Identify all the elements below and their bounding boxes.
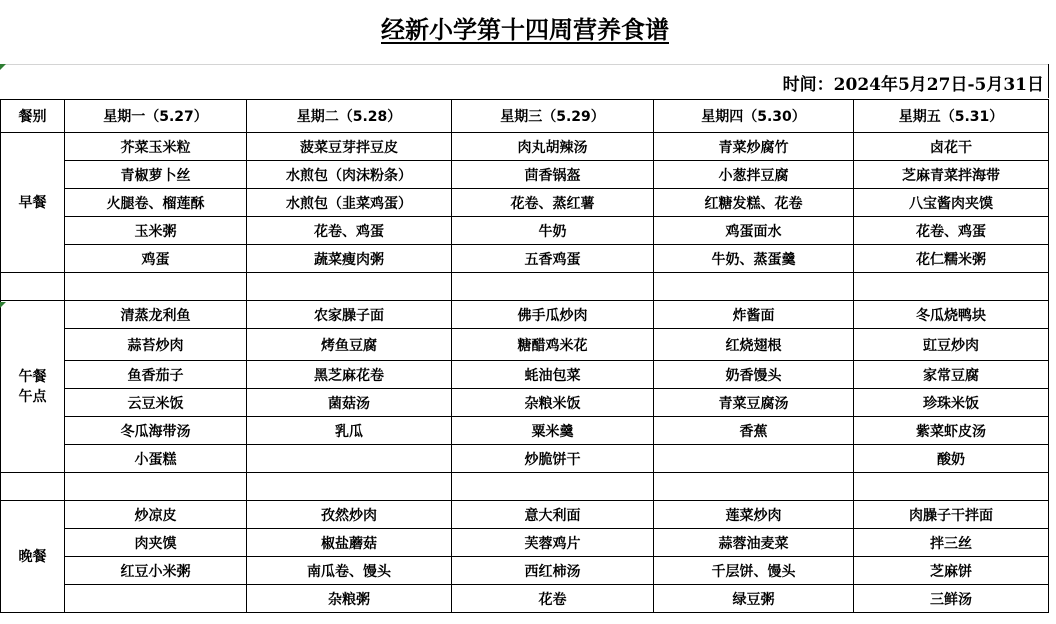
dish-cell: 奶香馒头	[654, 361, 854, 389]
date-range: 时间：2024年5月27日-5月31日	[782, 75, 1044, 95]
dish-cell: 拌三丝	[854, 529, 1049, 557]
dish-cell: 五香鸡蛋	[452, 245, 654, 273]
table-row	[1, 301, 1049, 329]
dish-cell: 孜然炒肉	[247, 501, 452, 529]
table-row	[1, 161, 1049, 189]
table-row	[1, 189, 1049, 217]
dish-cell: 糖醋鸡米花	[452, 329, 654, 361]
dish-cell: 花卷	[452, 585, 654, 613]
dish-cell: 芥菜玉米粒	[65, 133, 247, 161]
header-day: 星期四（5.30）	[654, 100, 854, 133]
dish-cell	[247, 445, 452, 473]
dish-cell: 鸡蛋面水	[654, 217, 854, 245]
dish-cell: 农家臊子面	[247, 301, 452, 329]
dish-cell: 香蕉	[654, 417, 854, 445]
meal-label: 早餐	[1, 133, 65, 273]
dish-cell: 蔬菜瘦肉粥	[247, 245, 452, 273]
dish-cell: 小葱拌豆腐	[654, 161, 854, 189]
spacer-row	[1, 473, 1049, 501]
dish-cell: 火腿卷、榴莲酥	[65, 189, 247, 217]
dish-cell: 蚝油包菜	[452, 361, 654, 389]
empty-cell	[654, 473, 854, 501]
table-row	[1, 501, 1049, 529]
dish-cell: 蒜苔炒肉	[65, 329, 247, 361]
dish-cell: 粟米羹	[452, 417, 654, 445]
cell-marker-icon	[0, 302, 6, 308]
dish-cell: 黑芝麻花卷	[247, 361, 452, 389]
dish-cell: 云豆米饭	[65, 389, 247, 417]
empty-cell	[452, 473, 654, 501]
header-day: 星期三（5.29）	[452, 100, 654, 133]
empty-cell	[65, 273, 247, 301]
table-row	[1, 529, 1049, 557]
dish-cell: 青菜炒腐竹	[654, 133, 854, 161]
empty-cell	[654, 273, 854, 301]
dish-cell: 肉丸胡辣汤	[452, 133, 654, 161]
dish-cell: 杂粮米饭	[452, 389, 654, 417]
dish-cell: 炸酱面	[654, 301, 854, 329]
dish-cell: 红豆小米粥	[65, 557, 247, 585]
table-row	[1, 133, 1049, 161]
dish-cell: 玉米粥	[65, 217, 247, 245]
dish-cell: 南瓜卷、馒头	[247, 557, 452, 585]
menu-body	[1, 133, 1049, 613]
dish-cell: 茴香锅盔	[452, 161, 654, 189]
empty-cell	[1, 273, 65, 301]
dish-cell: 红糖发糕、花卷	[654, 189, 854, 217]
table-row	[1, 245, 1049, 273]
table-row	[1, 361, 1049, 389]
cell-border	[1048, 64, 1049, 98]
dish-cell: 牛奶、蒸蛋羹	[654, 245, 854, 273]
dish-cell: 家常豆腐	[854, 361, 1049, 389]
dish-cell: 芝麻饼	[854, 557, 1049, 585]
dish-cell	[65, 585, 247, 613]
empty-cell	[247, 273, 452, 301]
dish-cell: 芙蓉鸡片	[452, 529, 654, 557]
table-row	[1, 557, 1049, 585]
table-row	[1, 417, 1049, 445]
dish-cell: 豇豆炒肉	[854, 329, 1049, 361]
dish-cell: 小蛋糕	[65, 445, 247, 473]
empty-cell	[1, 473, 65, 501]
dish-cell	[654, 445, 854, 473]
dish-cell: 水煎包（肉沫粉条）	[247, 161, 452, 189]
dish-cell: 花仁糯米粥	[854, 245, 1049, 273]
dish-cell: 冬瓜烧鸭块	[854, 301, 1049, 329]
spacer-row	[1, 273, 1049, 301]
empty-cell	[854, 273, 1049, 301]
dish-cell: 佛手瓜炒肉	[452, 301, 654, 329]
empty-cell	[247, 473, 452, 501]
dish-cell: 肉臊子干拌面	[854, 501, 1049, 529]
dish-cell: 炒凉皮	[65, 501, 247, 529]
table-row	[1, 217, 1049, 245]
dish-cell: 鱼香茄子	[65, 361, 247, 389]
date-row	[0, 64, 1048, 98]
empty-cell	[65, 473, 247, 501]
header-day: 星期一（5.27）	[65, 100, 247, 133]
dish-cell: 肉夹馍	[65, 529, 247, 557]
dish-cell: 青椒萝卜丝	[65, 161, 247, 189]
dish-cell: 杂粮粥	[247, 585, 452, 613]
dish-cell: 鸡蛋	[65, 245, 247, 273]
dish-cell: 乳瓜	[247, 417, 452, 445]
header-meal: 餐别	[1, 100, 65, 133]
title-row	[0, 0, 1048, 65]
dish-cell: 炒脆饼干	[452, 445, 654, 473]
dish-cell: 椒盐蘑菇	[247, 529, 452, 557]
dish-cell: 冬瓜海带汤	[65, 417, 247, 445]
dish-cell: 西红柿汤	[452, 557, 654, 585]
dish-cell: 清蒸龙利鱼	[65, 301, 247, 329]
dish-cell: 花卷、蒸红薯	[452, 189, 654, 217]
meal-label: 午餐 午点	[1, 301, 65, 473]
dish-cell: 千层饼、馒头	[654, 557, 854, 585]
dish-cell: 牛奶	[452, 217, 654, 245]
dish-cell: 蒜蓉油麦菜	[654, 529, 854, 557]
dish-cell: 酸奶	[854, 445, 1049, 473]
dish-cell: 芝麻青菜拌海带	[854, 161, 1049, 189]
dish-cell: 烤鱼豆腐	[247, 329, 452, 361]
dish-cell: 莲菜炒肉	[654, 501, 854, 529]
header-day: 星期五（5.31）	[854, 100, 1049, 133]
dish-cell: 红烧翅根	[654, 329, 854, 361]
menu-table	[0, 99, 1049, 613]
table-row	[1, 389, 1049, 417]
dish-cell: 卤花干	[854, 133, 1049, 161]
dish-cell: 花卷、鸡蛋	[854, 217, 1049, 245]
dish-cell: 意大利面	[452, 501, 654, 529]
header-day: 星期二（5.28）	[247, 100, 452, 133]
header-row	[1, 100, 1049, 133]
dish-cell: 三鲜汤	[854, 585, 1049, 613]
dish-cell: 水煎包（韭菜鸡蛋）	[247, 189, 452, 217]
dish-cell: 花卷、鸡蛋	[247, 217, 452, 245]
dish-cell: 八宝酱肉夹馍	[854, 189, 1049, 217]
dish-cell: 青菜豆腐汤	[654, 389, 854, 417]
menu-title: 经新小学第十四周营养食谱	[381, 15, 669, 44]
empty-cell	[452, 273, 654, 301]
dish-cell: 珍珠米饭	[854, 389, 1049, 417]
table-row	[1, 445, 1049, 473]
dish-cell: 菠菜豆芽拌豆皮	[247, 133, 452, 161]
meal-label: 晚餐	[1, 501, 65, 613]
dish-cell: 菌菇汤	[247, 389, 452, 417]
dish-cell: 绿豆粥	[654, 585, 854, 613]
table-row	[1, 329, 1049, 361]
table-row	[1, 585, 1049, 613]
empty-cell	[854, 473, 1049, 501]
dish-cell: 紫菜虾皮汤	[854, 417, 1049, 445]
